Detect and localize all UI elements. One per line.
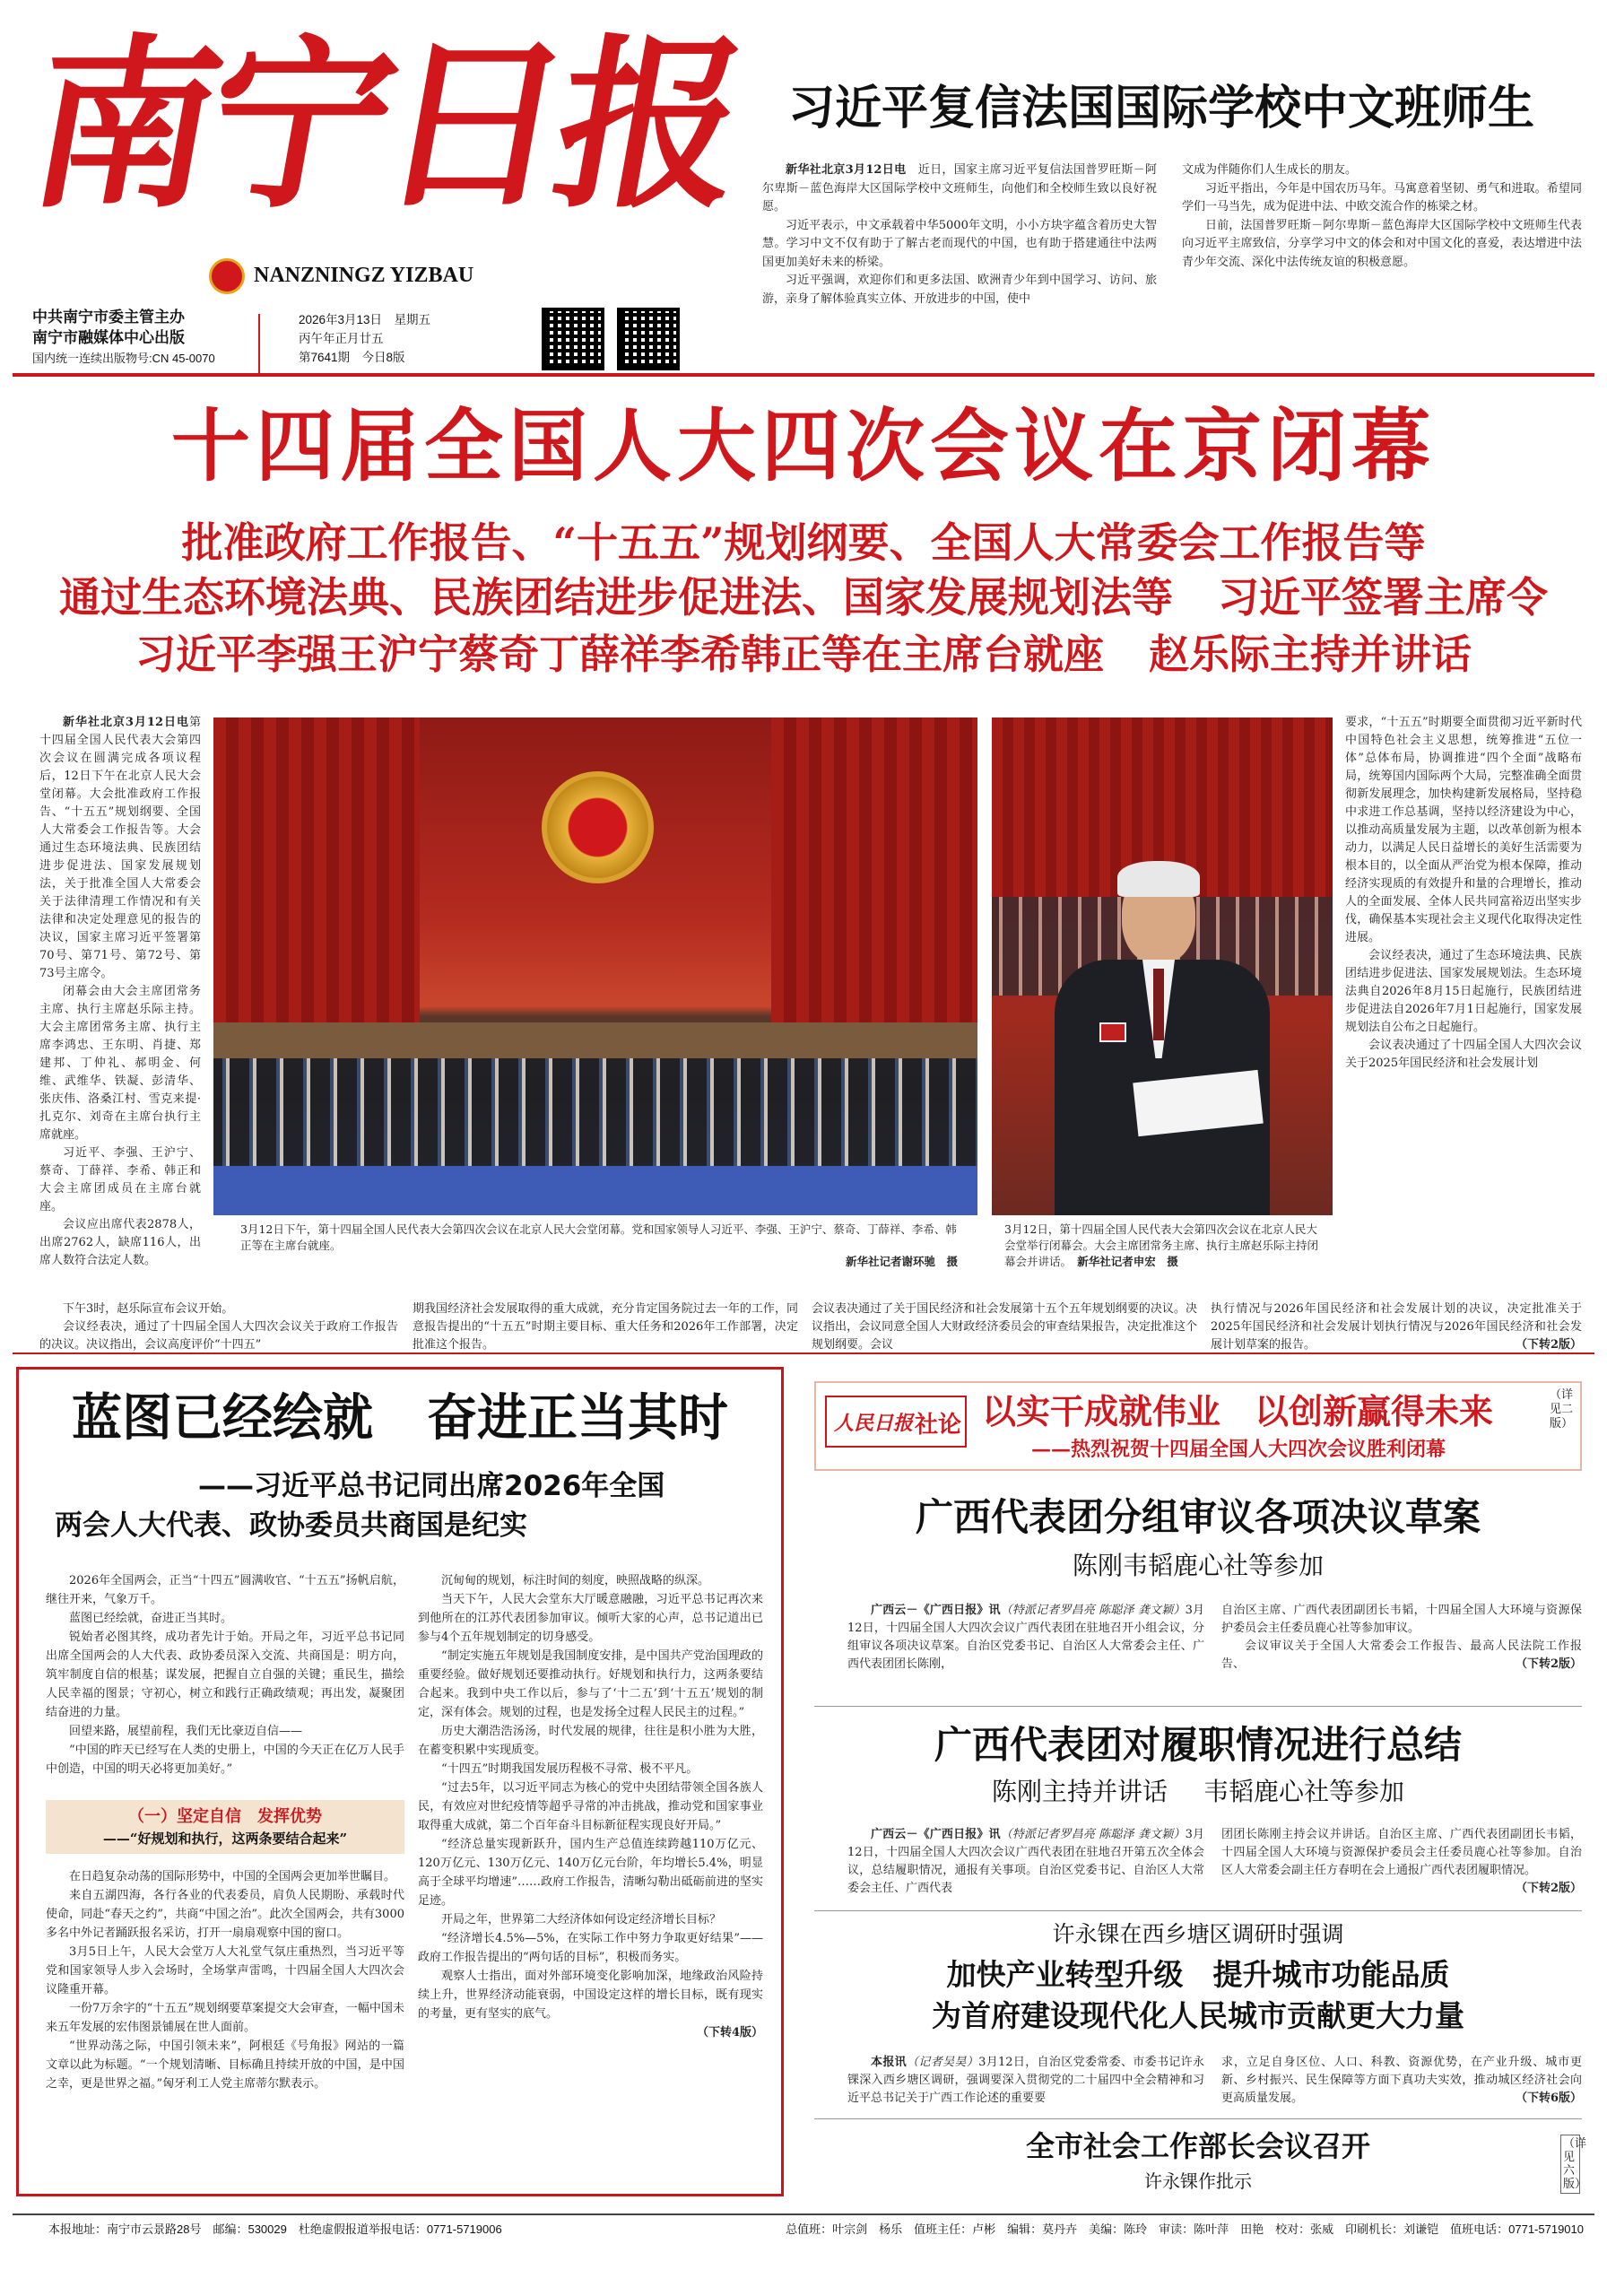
lead-col-right: 要求，“十五五”时期要全面贯彻习近平新时代中国特色社会主义思想，统筹推进“五位一体”总体布局，协调推进“四个全面”战略布局，统筹国内国际两个大局，完整准确全面贯彻新发展理念，加快构建新发展格局，坚持稳中求进工作总基调，坚持以经济建设为中心，以推动高质量发展为主题，以改革创新为根本动力，以满足人民日益增长的美好生活需要为根本目的，以全面从严治党为根本保障，推动经济实现质的有效提升和量的合理增长，推动人的全面发展、全体人民共同富裕迈出坚实步伐，确保基本实现社会主义现代化取得决定性进展。 会议经表决，通过了生态环境法典、民族团结进步促进法、国家发展规划法。生态环境法典自2026年8月15日起施行，民族团结进步促进法自2026年7月1日起施行，国家发展规划法自公布之日起施行。 会议表决通过了十四届全国人大四次会议关于2025年国民经济和社会发展计划: [1345, 716, 1582, 1070]
editorial-logo: 人民日报: [834, 1412, 914, 1435]
top-story-col1: 新华社北京3月12日电 近日，国家主席习近平复信法国普罗旺斯－阿尔卑斯－蓝色海岸大区国际学校中文班师生，向他们和全校师生致以良好祝愿。 习近平表示，中文承载着中华5000年文明，小小方块字蕴含着历史大智慧。学习中文不仅有助于了解古老而现代的中国，也有助于搭建通往中法两国更加美好未来的桥梁。 习近平强调，欢迎你们和更多法国、欧洲青少年到中国学习、访问、旅游，亲身了解体验真实立体、开放进步的中国，使中: [762, 163, 1157, 306]
gx1-title: 广西代表团分组审议各项决议草案: [915, 1495, 1481, 1539]
sub-headline-2: 通过生态环境法典、民族团结进步促进法、国家发展规划法等 习近平签署主席令: [59, 573, 1548, 622]
notice-title: 全市社会工作部长会议召开: [1025, 2129, 1370, 2163]
photo1-caption: 3月12日下午，第十四届全国人民代表大会第四次会议在北京人民大会堂闭幕。党和国家领导人习近平、李强、王沪宁、蔡奇、丁薛祥、李希、韩正等在主席台就座。 新华社记者谢环驰 摄: [240, 1222, 958, 1268]
lead-col-mid: 期我国经济社会发展取得的重大成就，充分肯定国务院过去一年的工作，同意报告提出的“十五五”时期主要目标、重大任务和2026年工作部署，决定批准这个报告。: [413, 1302, 798, 1352]
top-story-col2: 文成为伴随你们人生成长的朋友。 习近平指出，今年是中国农历马年。马寓意着坚韧、勇气和进取。希望同学们一马当先，成为促进中法、中欧交流合作的栋梁之材。 日前，法国普罗旺斯－阿尔卑斯－蓝色海岸大区国际学校中文班师生代表向习近平主席致信，分享学习中文的体会和对中国文化的喜爱，表达增进中法青少年交流、深化中法传统友谊的积极意愿。: [1182, 163, 1582, 269]
continued-page4: （下转4版）: [696, 2026, 763, 2039]
gx2-subtitle: 陈刚主持并讲话 韦韬鹿心社等参加: [991, 1777, 1405, 1806]
issue-lunar: 丙午年正月廿五: [299, 332, 384, 345]
masthead-publisher: 南宁市融媒体中心出版: [32, 329, 185, 346]
photo-speaker: [992, 718, 1333, 1215]
photo2-caption: 3月12日，第十四届全国人民代表大会第四次会议在北京人民大会堂举行闭幕会。大会主席团常务主席、执行主席赵乐际主持闭幕会并讲话。 新华社记者申宏 摄: [1004, 1222, 1319, 1268]
editorial-title: 以实干成就伟业 以创新赢得未来: [982, 1392, 1494, 1431]
editorial-box: [814, 1381, 1582, 1471]
lead-col-left: 新华社北京3月12日电第十四届全国人民代表大会第四次会议在圆满完成各项议程后，12日下午在北京人民大会堂闭幕。大会批准政府工作报告、“十五五”规划纲要、全国人大常委会工作报告等。大会通过生态环境法典、民族团结进步促进法、国家发展规划法，关于批准全国人大常委会关于法律清理工作情况和有关法律和决定处理意见的报告的决议，国家主席习近平签署第70号、第71号、第72号、第73号主席令。 闭幕会由大会主席团常务主席、执行主席赵乐际主持。大会主席团常务主席、执行主席李鸿忠、王东明、肖捷、郑建邦、丁仲礼、郝明金、何维、武维华、铁凝、彭清华、张庆伟、洛桑江村、雪克来提·扎克尔、刘奇在主席台执行主席就座。 习近平、李强、王沪宁、蔡奇、丁薛祥、李希、韩正和大会主席团成员在主席台就座。 会议应出席代表2878人，出席2762人，缺席116人，出席人数符合法定人数。: [39, 716, 201, 1267]
qr-code-1: [542, 308, 604, 370]
issue-weekday: 星期五: [394, 313, 431, 326]
lead-col-left-bottom: 下午3时，赵乐际宣布会议开始。 会议经表决，通过了十四届全国人大四次会议关于政府工作报告的决议。决议指出，会议高度评价“十四五”: [39, 1302, 398, 1352]
sub-headline-1: 批准政府工作报告、“十五五”规划纲要、全国人大常委会工作报告等: [181, 518, 1426, 567]
feature-section-head: [46, 1800, 404, 1854]
footer-right: 总值班：叶宗剑 杨乐 值班主任：卢彬 编辑：莫丹卉 美编：陈玲 审读：陈叶萍 田艳 校对：张威 印刷机长：刘谦铠 值班电话：0771-5719010: [786, 2222, 1584, 2236]
local-col2: 求，立足自身区位、人口、科教、资源优势，在产业升级、城市更新、乡村振兴、民生保障等方面下真功夫实效，推动城区经济社会向更高质量发展。 （下转6版）: [1221, 2056, 1582, 2105]
editorial-subtitle: ——热烈祝贺十四届全国人大四次会议胜利闭幕: [1031, 1438, 1446, 1461]
masthead: [14, 18, 753, 372]
feature-col1-top: 2026年全国两会，正当“十四五”圆满收官、“十五五”扬帆启航，继往开来，气象万千。 蓝图已经绘就，奋进正当其时。 锐始者必图其终，成功者先计于始。开局之年，习近平总书记同出席全国两会的人大代表、政协委员深入交流、共商国是：明方向，筑牢制度自信的根基；谋发展，把握自立自强的关键；重民生，描绘人民幸福的图景；守初心，树立和践行正确政绩观；再出发，凝聚团结奋进的力量。 回望来路，展望前程，我们无比豪迈自信—— “中国的昨天已经写在人类的史册上，中国的今天正在亿万人民手中创造，中国的明天必将更加美好。”: [46, 1574, 404, 1776]
footer-left: 本报地址：南宁市云景路28号 邮编：530029 杜绝虚假报道举报电话：0771-5719006: [48, 2222, 502, 2236]
section-rule: [13, 1352, 1594, 1354]
footer-rule: [13, 2213, 1594, 2215]
feature-subtitle: ——习近平总书记同出席2026年全国 两会人大代表、政协委员共商国是纪实: [55, 1470, 665, 1542]
national-emblem-icon: [542, 771, 654, 883]
feature-section-title: （一）坚定自信 发挥优势: [128, 1807, 322, 1826]
qr-code-2: [617, 308, 680, 370]
feature-title: 蓝图已经绘就 奋进正当其时: [72, 1389, 728, 1448]
masthead-logo-icon: [209, 258, 245, 294]
masthead-title: 南宁日报: [14, 18, 753, 233]
local-title-1: 加快产业转型升级 提升城市功能品质: [946, 1957, 1450, 1992]
feature-section-sub: ——“好规划和执行，这两条要结合起来”: [102, 1831, 348, 1847]
masthead-cn: 国内统一连续出版物号:CN 45-0070: [32, 352, 215, 365]
local-kicker: 许永锞在西乡塘区调研时强调: [1052, 1921, 1344, 1947]
local-col1: 本报讯（记者吴昊）3月12日，自治区党委常委、市委书记许永锞深入西乡塘区调研，强调要深入贯彻党的二十届四中全会精神和习近平总书记关于广西工作论述的重要要: [847, 2056, 1204, 2105]
lead-col-mid2: 会议表决通过了关于国民经济和社会发展第十五个五年规划纲要的决议。决议指出，会议同意全国人大财政经济委员会的审查结果报告，决定批准这个规划纲要。会议: [812, 1302, 1197, 1352]
gx1-col2: 自治区主席、广西代表团副团长韦韬，十四届全国人大环境与资源保护委员会主任委员鹿心社等参加审议。 会议审议关于全国人大常委会工作报告、最高人民法院工作报告、 （下转2版）: [1221, 1604, 1582, 1671]
gx2-title: 广西代表团对履职情况进行总结: [934, 1723, 1462, 1767]
gx2-col2: 团团长陈刚主持会议并讲话。自治区主席、广西代表团副团长韦韬，十四届全国人大环境与资源保护委员会主任委员鹿心社等参加。自治区人大常委会副主任方春明在会上通报广西代表团履职情况。 （下转2版）: [1221, 1828, 1582, 1895]
issue-date: 2026年3月13日: [299, 313, 383, 326]
gx1-subtitle: 陈刚韦韬鹿心社等参加: [1072, 1551, 1324, 1580]
feature-col1-bottom: 在日趋复杂动荡的国际形势中，中国的全国两会更加举世瞩目。 来自五湖四海，各行各业的代表委员，肩负人民期盼、承载时代使命，同赴“春天之约”，共商“中国之治”。此次全国两会，共有3000多名中外记者踊跃报名采访，打开一扇扇观察中国的窗口。 3月5日上午，人民大会堂万人大礼堂气氛庄重热烈，当习近平等党和国家领导人步入会场时，全场掌声雷鸣，十四届全国人大四次会议隆重开幕。 一份7万余字的“十五五”规划纲要草案提交大会审查，一幅中国未来五年发展的宏伟图景铺展在世人面前。 “世界动荡之际，中国引领未来”，阿根廷《号角报》网站的一篇文章以此为标题。“一个规划清晰、目标确且持续开放的中国，是中国之幸，更是世界之福。”匈牙利工人党主席蒂尔默表示。: [46, 1870, 404, 2091]
notice-subtitle: 许永锞作批示: [1144, 2170, 1252, 2192]
masthead-rule: [13, 373, 1594, 377]
local-title-2: 为首府建设现代化人民城市贡献更大力量: [932, 1998, 1464, 2033]
gx2-col1: 广西云－《广西日报》讯（特派记者罗昌亮 陈聪泽 龚文颖）3月12日，十四届全国人大四次会议广西代表团在驻地召开第五次全体会议，总结履职情况，通报有关事项。自治区党委书记、自治区人大常委会主任、广西代表: [847, 1828, 1204, 1895]
lead-bottom-right: 执行情况与2026年国民经济和社会发展计划的决议，决定批准关于2025年国民经济和社会发展计划执行情况与2026年国民经济和社会发展计划草案的报告。 （下转2版）: [1211, 1300, 1582, 1354]
editorial-see: （详见二版）: [1550, 1388, 1574, 1431]
masthead-pinyin: NANZNINGZ YIZBAU: [254, 264, 474, 287]
issue-number: 第7641期: [299, 351, 351, 364]
feature-box: [16, 1367, 784, 2196]
gx1-col1: 广西云－《广西日报》讯（特派记者罗昌亮 陈聪泽 龚文颖）3月12日，十四届全国人大四次会议广西代表团在驻地召开小组会议，分组审议各项决议草案。自治区党委书记、自治区人大常委会主任、广西代表团团长陈刚，: [847, 1604, 1204, 1671]
photo-plenary-hall: [213, 718, 977, 1215]
masthead-sponsor: 中共南宁市委主管主办: [32, 309, 185, 326]
top-story-title: 习近平复信法国国际学校中文班师生: [787, 82, 1534, 135]
notice-see: （详见六版）: [1560, 2135, 1580, 2194]
issue-pages: 今日8版: [361, 351, 405, 364]
feature-col2: 沉甸甸的规划，标注时间的刻度，映照战略的纵深。 当天下午，人民大会堂东大厅暖意融融，习近平总书记再次来到他所在的江苏代表团参加审议。倾听大家的心声，总书记道出已参与4个五年规划制定的切身感受。 “制定实施五年规划是我国制度安排，是中国共产党治国理政的重要经验。做好规划还要推动执行。好规划和执行力，这两条要结合起来。我到中央工作以后，参与了‘十二五’到‘十五五’规划的制定，深有体会。规划的过程，也是发扬全过程人民民主的过程。” 历史大潮浩浩汤汤，时代发展的规律，往往是积小胜为大胜，在蓄变积累中实现质变。 “十四五”时期我国发展历程极不寻常、极不平凡。 “过去5年，以习近平同志为核心的党中央团结带领全国各族人民，有效应对世纪疫情等超乎寻常的冲击挑战，推动党和国家事业取得重大成就，第二个百年奋斗目标新征程实现良好开局。” “经济总量实现新跃升，国内生产总值连续跨越110万亿元、120万亿元、130万亿元、140万亿元台阶，年均增长5.4%，明显高于全球平均增速”……政府工作报告，清晰勾勒出砥砺前进的坚实足迹。 开局之年，世界第二大经济体如何设定经济增长目标？ “经济增长4.5%—5%，在实际工作中努力争取更好结果”——政府工作报告提出的“两句话的目标”，积极而务实。 观察人士指出，面对外部环境变化影响加深，地缘政治风险持续上升，世界经济动能衰弱，中国设定这样的增长目标，既有现实的考量，更有坚实的底气。 （下转4版）: [418, 1571, 763, 2042]
main-headline: 十四届全国人大四次会议在京闭幕: [170, 400, 1436, 492]
sub-headline-3: 习近平李强王沪宁蔡奇丁薛祥李希韩正等在主席台就座 赵乐际主持并讲话: [135, 631, 1472, 678]
editorial-label: 社论: [915, 1412, 962, 1439]
continued-page2: （下转2版）: [1515, 1338, 1582, 1352]
